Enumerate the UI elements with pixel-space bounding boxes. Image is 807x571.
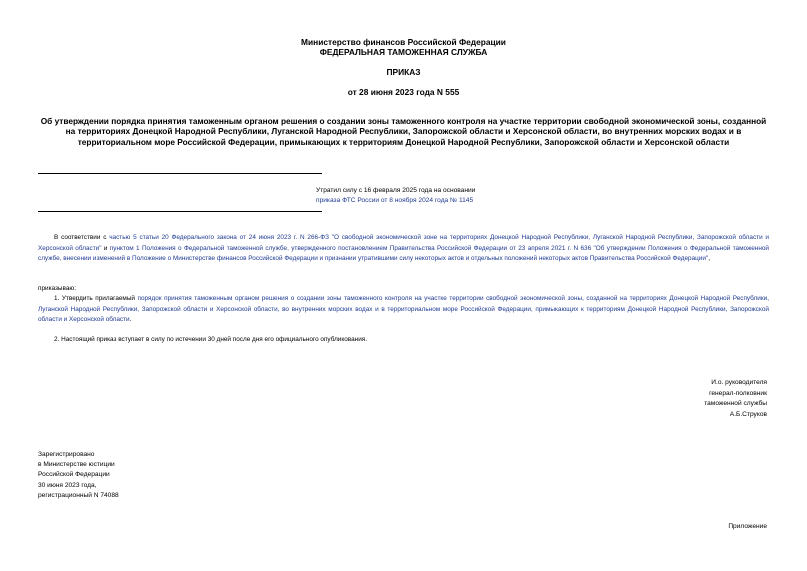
divider-top: [38, 173, 322, 174]
document-title: Об утверждении порядка принятия таможенным органом решения о создании зоны таможенного контроля на участке территории свободной экономической зоны, созданной на территориях Донецкой Народной Республики, Луганской Народной Республики, Запорожской области и Херсонской области, во внутренних морских водах и в территориальном море Российской Федерации, примыкающих к территориям Донецкой Народной Республики, Запорожской области и Херсонской области: [40, 116, 767, 147]
preamble-text-2: и: [101, 244, 110, 252]
preamble-text-1: В соответствии с: [54, 234, 110, 241]
item1-suffix: .: [129, 316, 132, 324]
signature-line-4: А.Б.Струков: [729, 410, 767, 418]
status-text: Утратил силу с 16 февраля 2025 года на основании: [316, 187, 476, 194]
order-item-1: [38, 294, 769, 326]
federal-law-link[interactable]: частью 5 статьи 20 Федерального закона от 24 июня 2023 г. N 266-ФЗ "О свободной экономической зоне на территориях Донецкой Народной Республики, Луганской Народной Республики, Запорожской области и Херсонской области": [38, 234, 770, 252]
item1-prefix: 1. Утвердить прилагаемый: [54, 295, 138, 302]
registration-block: [38, 450, 119, 501]
signature-block: [704, 378, 767, 420]
document-date-number: от 28 июня 2023 года N 555: [347, 87, 460, 97]
regulation-link[interactable]: пунктом 1 Положения о Федеральной таможенной службе, утвержденного постановлением Правительства Российской Федерации от 23 апреля 2021 г. N 636 "Об утверждении Положения о Федеральной таможенной службе, внесении изменений в Положение о Министерстве финансов Российской Федерации и признании утратившими силу некоторых актов и отдельных положений некоторых актов Правительства Российской Федерации": [38, 244, 769, 263]
document-type: ПРИКАЗ: [386, 67, 421, 77]
registration-line-2: в Министерстве юстиции: [38, 461, 115, 469]
divider-bottom: [38, 211, 322, 212]
registration-line-1: Зарегистрировано: [38, 451, 95, 458]
service-name: ФЕДЕРАЛЬНАЯ ТАМОЖЕННАЯ СЛУЖБА: [319, 47, 488, 57]
preamble-text-3: ,: [708, 255, 710, 263]
registration-line-5: регистрационный N 74088: [38, 491, 119, 499]
status-link[interactable]: приказа ФТС России от 8 ноября 2024 года № 1145: [316, 197, 474, 204]
registration-line-3: Российской Федерации: [38, 471, 110, 479]
preamble-paragraph: [38, 233, 769, 265]
signature-line-3: таможенной службы: [704, 400, 767, 407]
signature-line-1: И.о. руководителя: [711, 379, 767, 386]
ministry-name: Министерство финансов Российской Федерации: [301, 37, 506, 47]
registration-line-4: 30 июня 2023 года,: [38, 481, 97, 489]
appendix-label: Приложение: [728, 523, 767, 530]
status-note: [316, 186, 616, 206]
signature-line-2: генерал-полковник: [709, 389, 767, 397]
order-word: приказываю:: [38, 285, 76, 292]
procedure-link[interactable]: порядок принятия таможенным органом решения о создании зоны таможенного контроля на участке территории свободной экономической зоны, созданной на территориях Донецкой Народной Республики, Луганской Народной Республики, Запорожской области и Херсонской области, во внутренних морских водах и в территориальном море Российской Федерации, примыкающих к территориям Донецкой Народной Республики, Запорожской области и Херсонской области: [38, 295, 769, 324]
order-item-2: 2. Настоящий приказ вступает в силу по истечении 30 дней после дня его официального опубликования.: [54, 336, 368, 343]
